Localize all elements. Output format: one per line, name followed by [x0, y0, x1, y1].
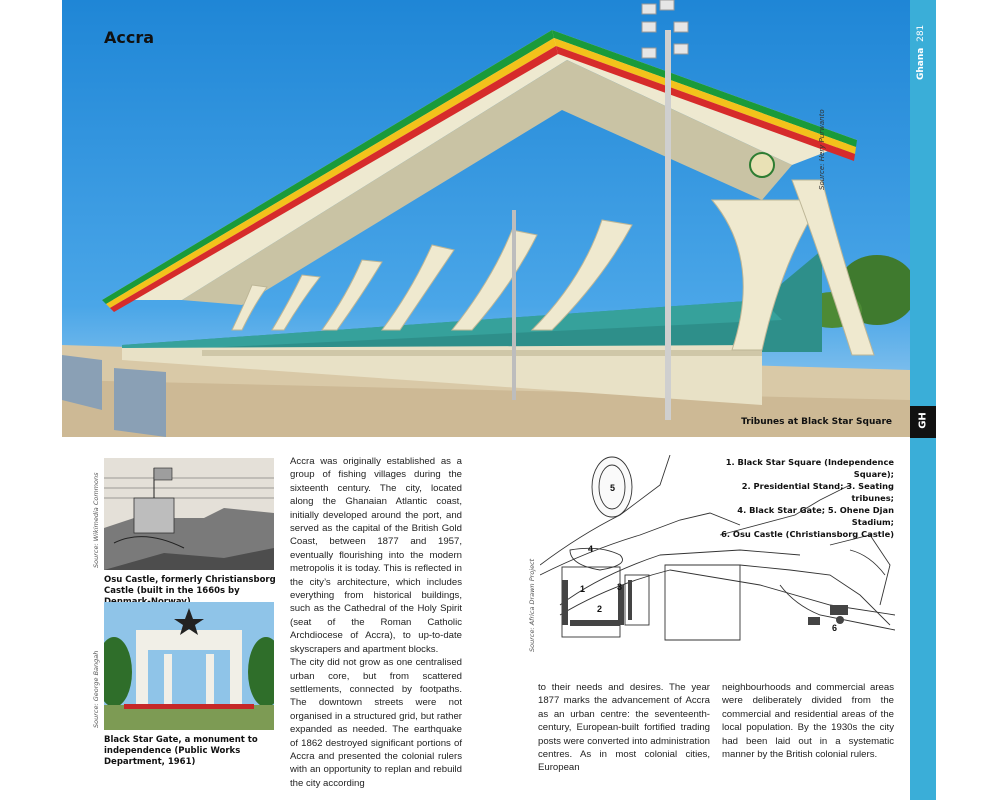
map-label-1: 1 — [580, 584, 586, 594]
map-label-4: 4 — [588, 544, 594, 554]
black-star-gate-illustration — [104, 602, 274, 730]
map-label-5: 5 — [610, 483, 616, 493]
map-legend-line: 1. Black Star Square (Independence Square); — [725, 457, 894, 479]
map-source: Source: Africa Drawn Project — [528, 558, 536, 652]
osu-castle-engraving — [104, 458, 274, 570]
gate-photo-source: Source: George Bangah — [92, 650, 100, 728]
gate-caption: Black Star Gate, a monument to independence (Public Works Department, 1961) — [104, 735, 258, 767]
paragraph: The city did not grow as one centralised urban core, but from scattered settlements, connected by footpaths. The downtown streets were not organised in a structured grid, but rather expanded as needed. The earthquake of 1862 destroyed significant portions of Accra and presented the colonial rulers with an opportunity to replan and rebuild the city according — [290, 657, 462, 789]
body-text-column-1 — [290, 455, 462, 790]
map-legend-line: 6. Osu Castle (Christiansborg Castle) — [721, 529, 894, 539]
body-text-column-2: to their needs and desires. The year 1877 marks the advancement of Accra as an urban centre: the seventeenth-century, European-built fortified trading posts were converted into administration centres. As in most colonial cities, European — [538, 682, 710, 774]
map-legend — [700, 456, 894, 540]
map-label-2: 2 — [597, 604, 603, 614]
chapter-tab-label — [916, 20, 926, 80]
chapter-tab — [910, 0, 936, 800]
osu-photo-source: Source: Wikimedia Commons — [92, 472, 100, 568]
hero-caption: Tribunes at Black Star Square — [741, 417, 892, 427]
page-title: Accra — [104, 28, 155, 47]
osu-caption: Osu Castle, formerly Christiansborg Castle (built in the 1660s by — [104, 575, 276, 596]
stadium-tribune-illustration — [62, 0, 910, 437]
map-label-3: 3 — [617, 582, 623, 592]
hero-photo — [62, 0, 910, 437]
body-text-column-3: neighbourhoods and commercial areas were deliberately divided from the commercial and residential areas of the local population. By the 1930s the city had been laid out in a systematic manner by the British colonial rulers. — [722, 682, 894, 761]
country-code: GH — [917, 412, 929, 429]
country-name: Ghana — [916, 47, 926, 80]
osu-castle-illustration — [104, 458, 274, 570]
page-number-right: 281 — [916, 24, 926, 42]
hero-photo-source: Source: Hery Purwanto — [818, 109, 826, 190]
map-label-6: 6 — [832, 623, 838, 633]
paragraph: Accra was originally established as a group of fishing villages during the sixteenth century. The city, located along the Ghanaian Atlantic coast, initially developed around the port, and served as the capital of the British Gold Coast, between 1877 and 1957, eventually flourishing into the modern metropolis it is today. This is reflected in the city’s architecture, which includes everything from historical buildings, such as the Cathedral of the Holy Spirit (seat of the Roman Catholic Archdiocese of Accra), to up-to-date skyscrapers and apartment blocks. — [290, 456, 462, 655]
black-star-gate-photo — [104, 602, 274, 730]
map-legend-line: 4. Black Star Gate; 5. Ohene Djan Stadium; — [737, 505, 894, 527]
map-legend-line: 2. Presidential Stand; 3. Seating tribunes; — [741, 481, 894, 503]
